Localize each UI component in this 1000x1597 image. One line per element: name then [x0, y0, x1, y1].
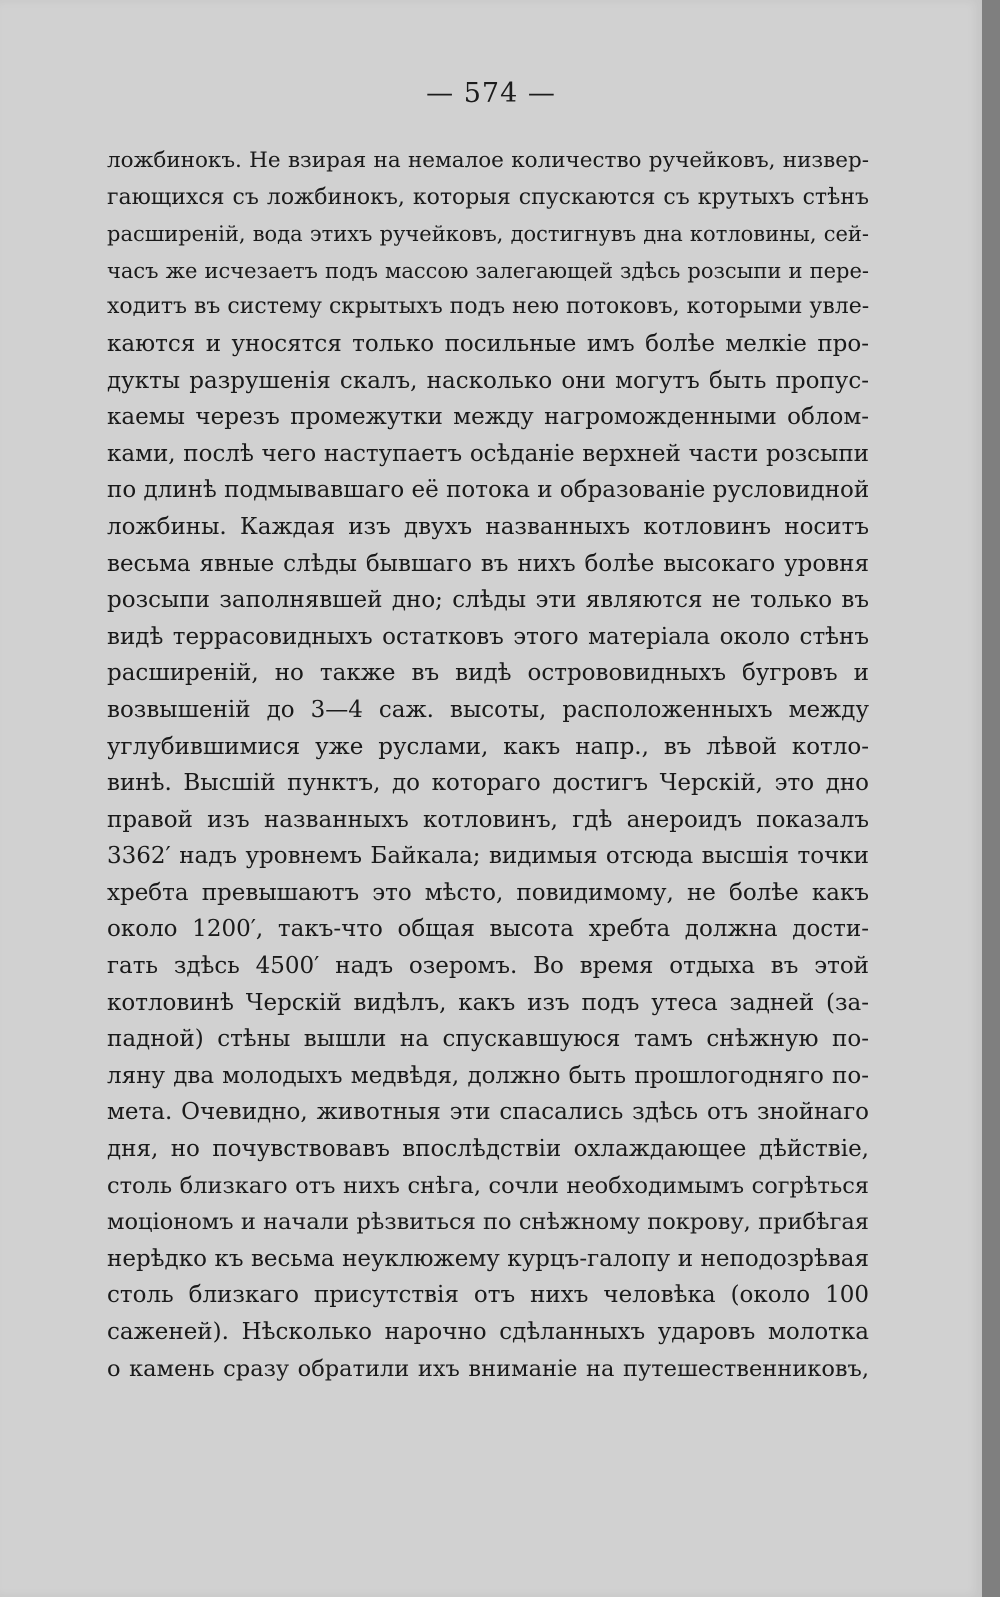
text-line: саженей). Нѣсколько нарочно сдѣланныхъ ударовъ молотка [107, 1319, 869, 1345]
text-line: углубившимися уже руслами, какъ напр., въ лѣвой котло- [107, 733, 869, 760]
text-line: ками, послѣ чего наступаетъ осѣданіе верхней части розсыпи [107, 440, 869, 467]
text-line: 3362′ надъ уровнемъ Байкала; видимыя отсюда высшія точки [107, 843, 869, 870]
text-line: весьма явные слѣды бывшаго въ нихъ болѣе высокаго уровня [107, 550, 869, 577]
text-line: расширеній, вода этихъ ручейковъ, достигнувъ дна котловины, сей- [107, 222, 869, 247]
body-text [107, 143, 869, 1387]
text-line: хребта превышаютъ это мѣсто, повидимому, не болѣе какъ [107, 879, 869, 906]
text-line: нерѣдко къ весьма неуклюжему курцъ-галопу и неподозрѣвая [107, 1245, 869, 1272]
text-line: возвышеній до 3—4 саж. высоты, расположенныхъ между [107, 696, 869, 723]
text-line: дня, но почувствовавъ впослѣдствіи охлаждающее дѣйствіе, [107, 1136, 869, 1163]
text-line: столь близкаго присутствія отъ нихъ человѣка (около 100 [107, 1282, 869, 1309]
text-line: ляну два молодыхъ медвѣдя, должно быть прошлогодняго по- [107, 1062, 869, 1089]
text-line: каются и уносятся только посильные имъ болѣе мелкіе про- [107, 330, 869, 357]
text-line: гающихся съ ложбинокъ, которыя спускаются съ крутыхъ стѣнъ [107, 184, 869, 210]
text-line: винѣ. Высшій пунктъ, до котораго достигъ Черскій, это дно [107, 770, 869, 797]
text-line: каемы черезъ промежутки между нагроможденными облом- [107, 404, 869, 431]
text-line: около 1200′, такъ-что общая высота хребта должна дости- [107, 916, 869, 943]
text-line: видѣ террасовидныхъ остатковъ этого матеріала около стѣнъ [107, 623, 869, 650]
text-line: падной) стѣны вышли на спускавшуюся тамъ снѣжную по- [107, 1026, 869, 1053]
text-line: столь близкаго отъ нихъ снѣга, сочли необходимымъ согрѣться [107, 1172, 869, 1199]
text-line: ходитъ въ систему скрытыхъ подъ нею потоковъ, которыми увле- [107, 294, 869, 320]
text-line: дукты разрушенія скалъ, насколько они могутъ быть пропус- [107, 367, 869, 394]
text-line: моціономъ и начали рѣзвиться по снѣжному покрову, прибѣгая [107, 1209, 869, 1236]
text-line: правой изъ названныхъ котловинъ, гдѣ анероидъ показалъ [107, 806, 869, 833]
text-line: гать здѣсь 4500′ надъ озеромъ. Во время отдыха въ этой [107, 953, 869, 980]
text-line: часъ же исчезаетъ подъ массою залегающей здѣсь розсыпи и пере- [107, 258, 869, 283]
text-line: расширеній, но также въ видѣ острововидныхъ бугровъ и [107, 660, 869, 687]
text-line: котловинѣ Черскій видѣлъ, какъ изъ подъ утеса задней (за- [107, 989, 869, 1016]
text-line: ложбины. Каждая изъ двухъ названныхъ котловинъ носитъ [107, 513, 869, 540]
text-line: розсыпи заполнявшей дно; слѣды эти являются не только въ [107, 587, 869, 614]
text-line: ложбинокъ. Не взирая на немалое количество ручейковъ, низвер- [107, 148, 869, 173]
page-number: — 574 — [426, 78, 556, 109]
text-line: мета. Очевидно, животныя эти спасались здѣсь отъ знойнаго [107, 1099, 869, 1126]
text-line: о камень сразу обратили ихъ вниманіе на путешественниковъ, [107, 1355, 869, 1382]
text-line: по длинѣ подмывавшаго её потока и образованіе русловидной [107, 477, 869, 504]
